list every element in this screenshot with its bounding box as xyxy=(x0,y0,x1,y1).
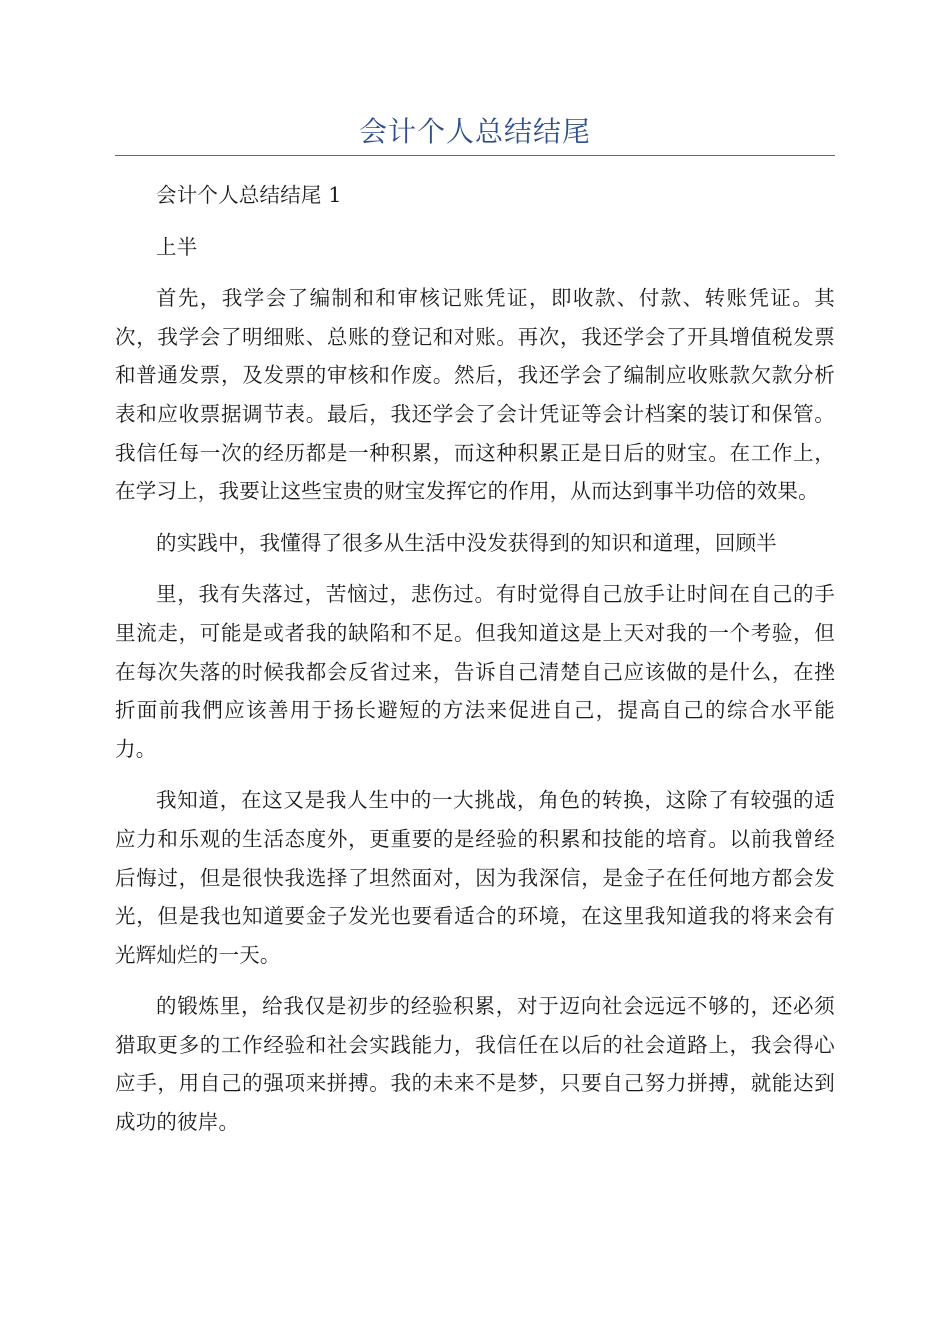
paragraph-1: 首先，我学会了编制和和审核记账凭证，即收款、付款、转账凭证。其次，我学会了明细账、总账的登记和对账。再次，我还学会了开具增值税发票和普通发票，及发票的审核和作废。然后，我还学会了编制应收账款欠款分析表和应收票据调节表。最后，我还学会了会计凭证等会计档案的装订和保管。我信任每一次的经历都是一种积累，而这种积累正是日后的财宝。在工作上，在学习上，我要让这些宝贵的财宝发挥它的作用，从而达到事半功倍的效果。 xyxy=(115,286,835,504)
paragraph-4: 我知道，在这又是我人生中的一大挑战，角色的转换，这除了有较强的适应力和乐观的生活态度外，更重要的是经验的积累和技能的培育。以前我曾经后悔过，但是很快我选择了坦然面对，因为我深信，是金子在任何地方都会发光，但是我也知道要金子发光也要看适合的环境，在这里我知道我的将来会有光辉灿烂的一天。 xyxy=(115,788,835,967)
document-title: 会计个人总结结尾 xyxy=(358,115,591,148)
paragraph-2: 的实践中，我懂得了很多从生活中没发获得到的知识和道理，回顾半 xyxy=(156,530,777,555)
title-underline xyxy=(115,155,835,156)
section-heading: 会计个人总结结尾 1 xyxy=(156,183,342,207)
paragraph-5: 的锻炼里，给我仅是初步的经验积累，对于迈向社会远远不够的，还必须猎取更多的工作经验和社会实践能力，我信任在以后的社会道路上，我会得心应手，用自己的强项来拼搏。我的未来不是梦，只要自己努力拼搏，就能达到成功的彼岸。 xyxy=(115,994,835,1135)
paragraph-3: 里，我有失落过，苦恼过，悲伤过。有时觉得自己放手让时间在自己的手里流走，可能是或者我的缺陷和不足。但我知道这是上天对我的一个考验，但在每次失落的时候我都会反省过来，告诉自己清楚自己应该做的是什么，在挫折面前我們应该善用于扬长避短的方法来促进自己，提高自己的综合水平能力。 xyxy=(115,582,835,761)
document-body xyxy=(115,176,835,1155)
subsection-heading: 上半 xyxy=(156,234,198,259)
